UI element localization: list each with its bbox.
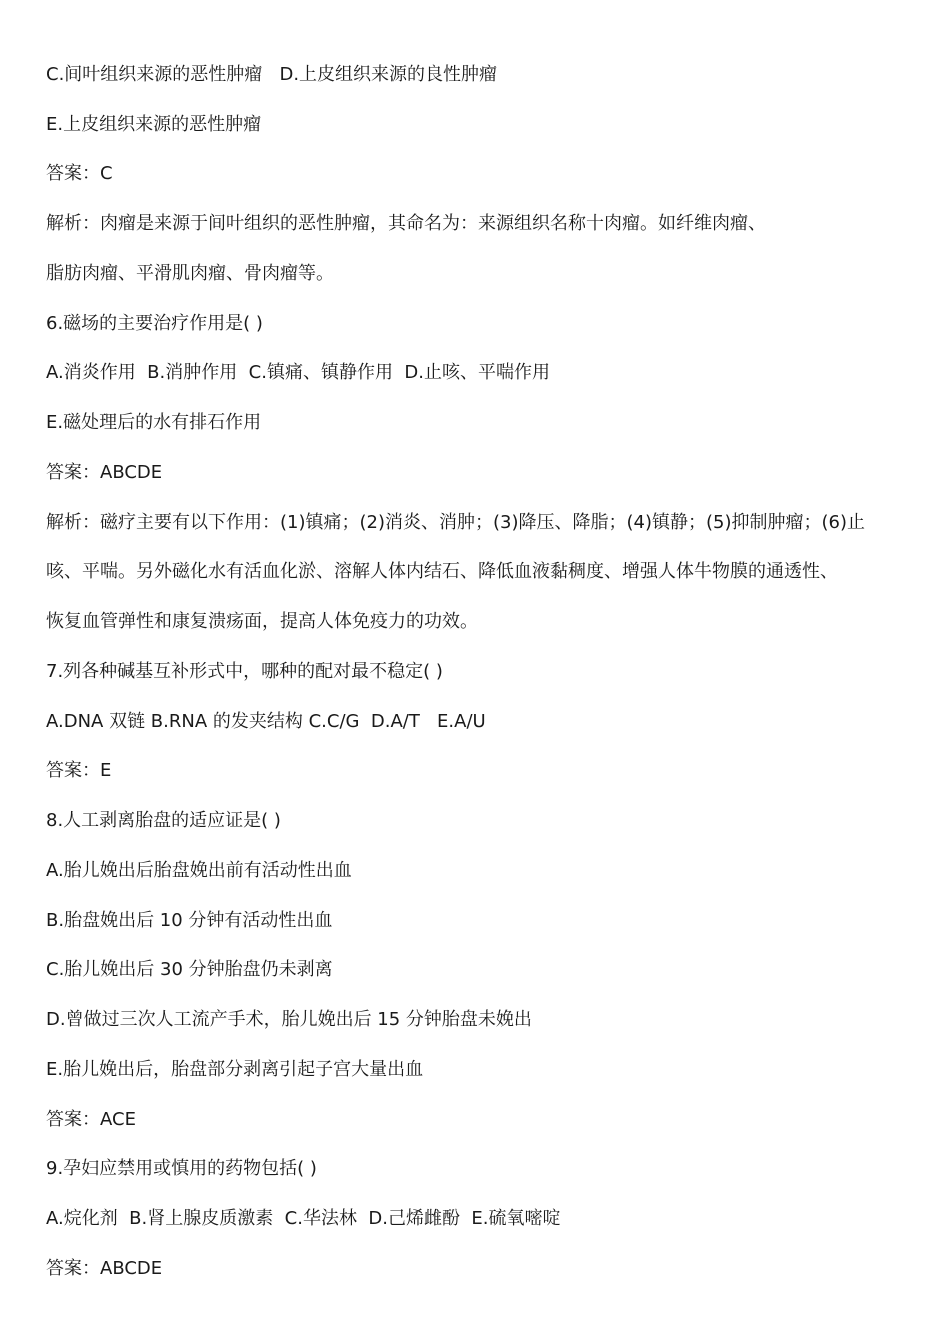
question-line: 7.列各种碱基互补形式中，哪种的配对最不稳定( ) [46,661,443,682]
explanation-line: 恢复血管弹性和康复溃疡面，提高人体免疫力的功效。 [46,611,478,632]
option-line-c-d: C.间叶组织来源的恶性肿瘤 D.上皮组织来源的良性肿瘤 [46,64,498,85]
option-line: D.曾做过三次人工流产手术，胎儿娩出后 15 分钟胎盘未娩出 [46,1009,532,1030]
question-line: 6.磁场的主要治疗作用是( ) [46,313,263,334]
option-line: A.消炎作用 B.消肿作用 C.镇痛、镇静作用 D.止咳、平喘作用 [46,362,550,383]
answer-line: 答案：ACE [46,1109,136,1130]
option-line: B.胎盘娩出后 10 分钟有活动性出血 [46,910,333,931]
answer-line: 答案：ABCDE [46,462,163,483]
option-line: E.磁处理后的水有排石作用 [46,412,262,433]
explanation-line: 解析：磁疗主要有以下作用：(1)镇痛；(2)消炎、消肿；(3)降压、降脂；(4)镇静；(5)抑制肿瘤；(6)止 [46,512,865,533]
question-line: 8.人工剥离胎盘的适应证是( ) [46,810,281,831]
answer-line: 答案：ABCDE [46,1258,163,1279]
option-line: E.胎儿娩出后，胎盘部分剥离引起子宫大量出血 [46,1059,424,1080]
explanation-line: 脂肪肉瘤、平滑肌肉瘤、骨肉瘤等。 [46,263,334,284]
explanation-line: 咳、平喘。另外磁化水有活血化淤、溶解人体内结石、降低血液黏稠度、增强人体牛物膜的通透性、 [46,561,838,582]
option-line: A.烷化剂 B.肾上腺皮质激素 C.华法林 D.己烯雌酚 E.硫氧嘧啶 [46,1208,561,1229]
answer-line: 答案：E [46,760,112,781]
question-line: 9.孕妇应禁用或慎用的药物包括( ) [46,1158,317,1179]
answer-line: 答案：C [46,163,113,184]
option-line: C.胎儿娩出后 30 分钟胎盘仍未剥离 [46,959,333,980]
explanation-line: 解析：肉瘤是来源于间叶组织的恶性肿瘤，其命名为：来源组织名称十肉瘤。如纤维肉瘤、 [46,213,766,234]
option-line: A.胎儿娩出后胎盘娩出前有活动性出血 [46,860,352,881]
option-line-e: E.上皮组织来源的恶性肿瘤 [46,114,262,135]
option-line: A.DNA 双链 B.RNA 的发夹结构 C.C/G D.A/T E.A/U [46,711,486,732]
